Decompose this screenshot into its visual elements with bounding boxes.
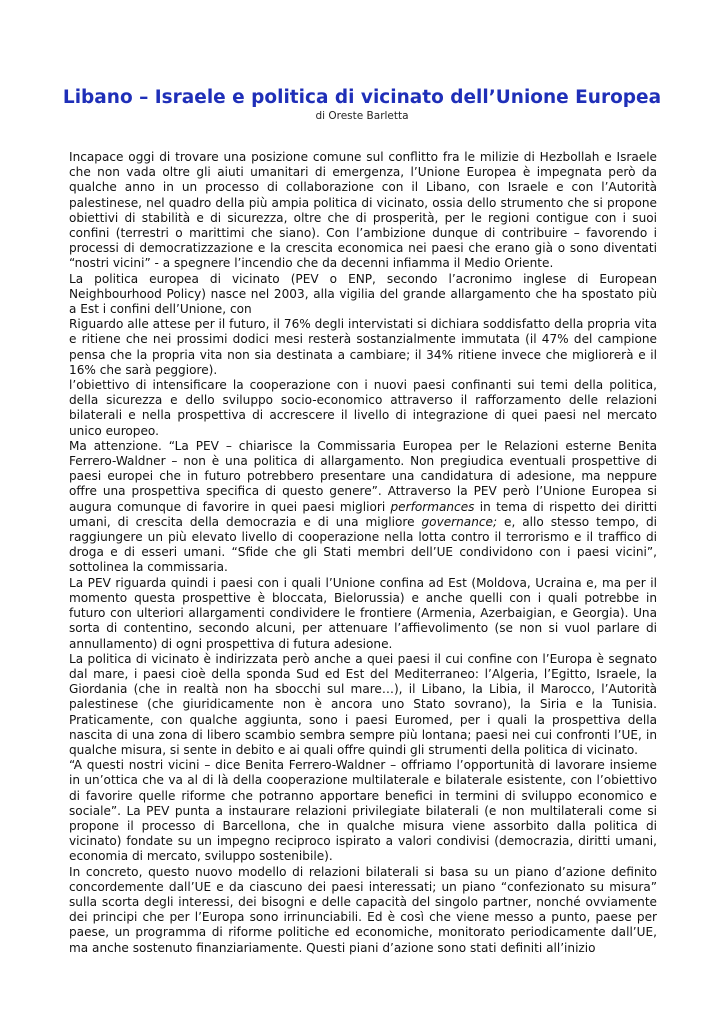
- paragraph-mediterranean: La politica di vicinato è indirizzata però anche a quei paesi il cui confine con l’Europa è segnato dal mare, i paesi cioè della sponda Sud ed Est del Mediterraneo: l’Algeria, l’Egitto, Israele, la Giordania (che in realtà non ha sbocchi sul mare…), il Libano, la Libia, il Marocco, l’Autorità palestinese (che giuridicamente non è ancora uno Stato sovrano), la Siria e la Tunisia. Praticamente, con qualche aggiunta, sono i paesi Euromed, per i quali la prospettiva della nascita di una zona di libero scambio sembra sempre più lontana; paesi nei cui confronti l’UE, in qualche misura, si sente in debito e ai quali offre quindi gli strumenti della politica di vicinato.: [69, 651, 657, 757]
- paragraph-attention-part3: e, allo stesso tempo, di raggiungere un più elevato livello di cooperazione nella lotta contro il terrorismo e il traffico di droga e di esseri umani. “Sfide che gli Stati membri dell’UE condividono con i paesi vicini”, sottolinea la commissaria.: [69, 514, 657, 575]
- document-body: [69, 150, 657, 956]
- paragraph-pev-origin: La politica europea di vicinato (PEV o ENP, secondo l’acronimo inglese di European Neighbourhood Policy) nasce nel 2003, alla vigilia del grande allargamento che ha spostato più a Est i confini dell’Unione, con: [69, 271, 657, 317]
- paragraph-objective: l’obiettivo di intensificare la cooperazione con i nuovi paesi confinanti sui temi della politica, della sicurezza e dello sviluppo socio-economico attraverso il rafforzamento delle relazioni bilaterali e nella prospettiva di accrescere il livello di integrazione di quei paesi nel mercato unico europeo.: [69, 378, 657, 438]
- paragraph-attention-emphasis-governance: governance;: [421, 514, 498, 529]
- paragraph-intro: Incapace oggi di trovare una posizione comune sul conflitto fra le milizie di Hezbollah e Israele che non vada oltre gli aiuti umanitari di emergenza, l’Unione Europea è impegnata però da qualche anno in un processo di collaborazione con il Libano, con Israele e con l’Autorità palestinese, nel quadro della più ampia politica di vicinato, ossia dello strumento che si propone obiettivi di stabilità e di sicurezza, oltre che di prosperità, per le regioni contigue con i suoi confini (terrestri o marittimi che siano). Con l’ambizione dunque di contribuire – favorendo i processi di democratizzazione e la crescita economica nei paesi che erano già o sono diventati “nostri vicini” - a spegnere l’incendio che da decenni infiamma il Medio Oriente.: [69, 150, 657, 271]
- document-byline: di Oreste Barletta: [315, 110, 409, 122]
- paragraph-east-neighbours: La PEV riguarda quindi i paesi con i quali l’Unione confina ad Est (Moldova, Ucraina e, ma per il momento questa prospettive è bloccata, Bielorussia) e anche quelli con i quali potrebbe in futuro con ulteriori allargamenti condividere le frontiere (Armenia, Azerbaigian, e Georgia). Una sorta di contentino, secondo alcuni, per attenuare l’affievolimento (se non si vuol parlare di annullamento) di ogni prospettiva di futura adesione.: [69, 575, 657, 651]
- paragraph-action-plans: In concreto, questo nuovo modello di relazioni bilaterali si basa su un piano d’azione definito concordemente dall’UE e da ciascuno dei paesi interessati; un piano “confezionato su misura” sulla scorta degli interessi, dei bisogni e delle capacità del singolo partner, nonché ovviamente dei principi che per l’Europa sono irrinunciabili. Ed è così che viene messo a punto, paese per paese, un programma di riforme politiche ed economiche, monitorato periodicamente dall’UE, ma anche sostenuto finanziariamente. Questi piani d’azione sono stati definiti all’inizio: [69, 864, 657, 955]
- paragraph-attention-part2: in tema di rispetto dei diritti umani, di crescita della democrazia e di una migliore: [69, 499, 657, 529]
- paragraph-quote: “A questi nostri vicini – dice Benita Ferrero-Waldner – offriamo l’opportunità di lavorare insieme in un’ottica che va al di là della cooperazione multilaterale e bilaterale esistente, con l’obiettivo di favorire quelle riforme che potranno apportare benefici in termini di sviluppo economico e sociale”. La PEV punta a instaurare relazioni privilegiate bilaterali (e non multilaterali come si propone il processo di Barcellona, che in qualche misura viene assorbito dalla politica di vicinato) fondate su un impegno reciproco ispirato a valori condivisi (democrazia, diritti umani, economia di mercato, sviluppo sostenibile).: [69, 758, 657, 864]
- paragraph-attention: [69, 439, 657, 576]
- paragraph-attention-emphasis-performances: performances: [390, 499, 475, 514]
- document-title: Libano – Israele e politica di vicinato dell’Unione Europea: [62, 87, 662, 108]
- paragraph-survey: Riguardo alle attese per il futuro, il 76% degli intervistati si dichiara soddisfatto della propria vita e ritiene che nei prossimi dodici mesi resterà sostanzialmente immutata (il 47% del campione pensa che la propria vita non sia destinata a cambiare; il 34% ritiene invece che migliorerà e il 16% che sarà peggiore).: [69, 317, 657, 377]
- paragraph-attention-part1: Ma attenzione. “La PEV – chiarisce la Commissaria Europea per le Relazioni esterne Benita Ferrero-Waldner – non è una politica di allargamento. Non pregiudica eventuali prospettive di paesi europei che in futuro potrebbero presentare una candidatura di adesione, ma neppure offre una prospettiva specifica di questo genere”. Attraverso la PEV però l’Unione Europea si augura comunque di favorire in quei paesi migliori: [69, 438, 657, 514]
